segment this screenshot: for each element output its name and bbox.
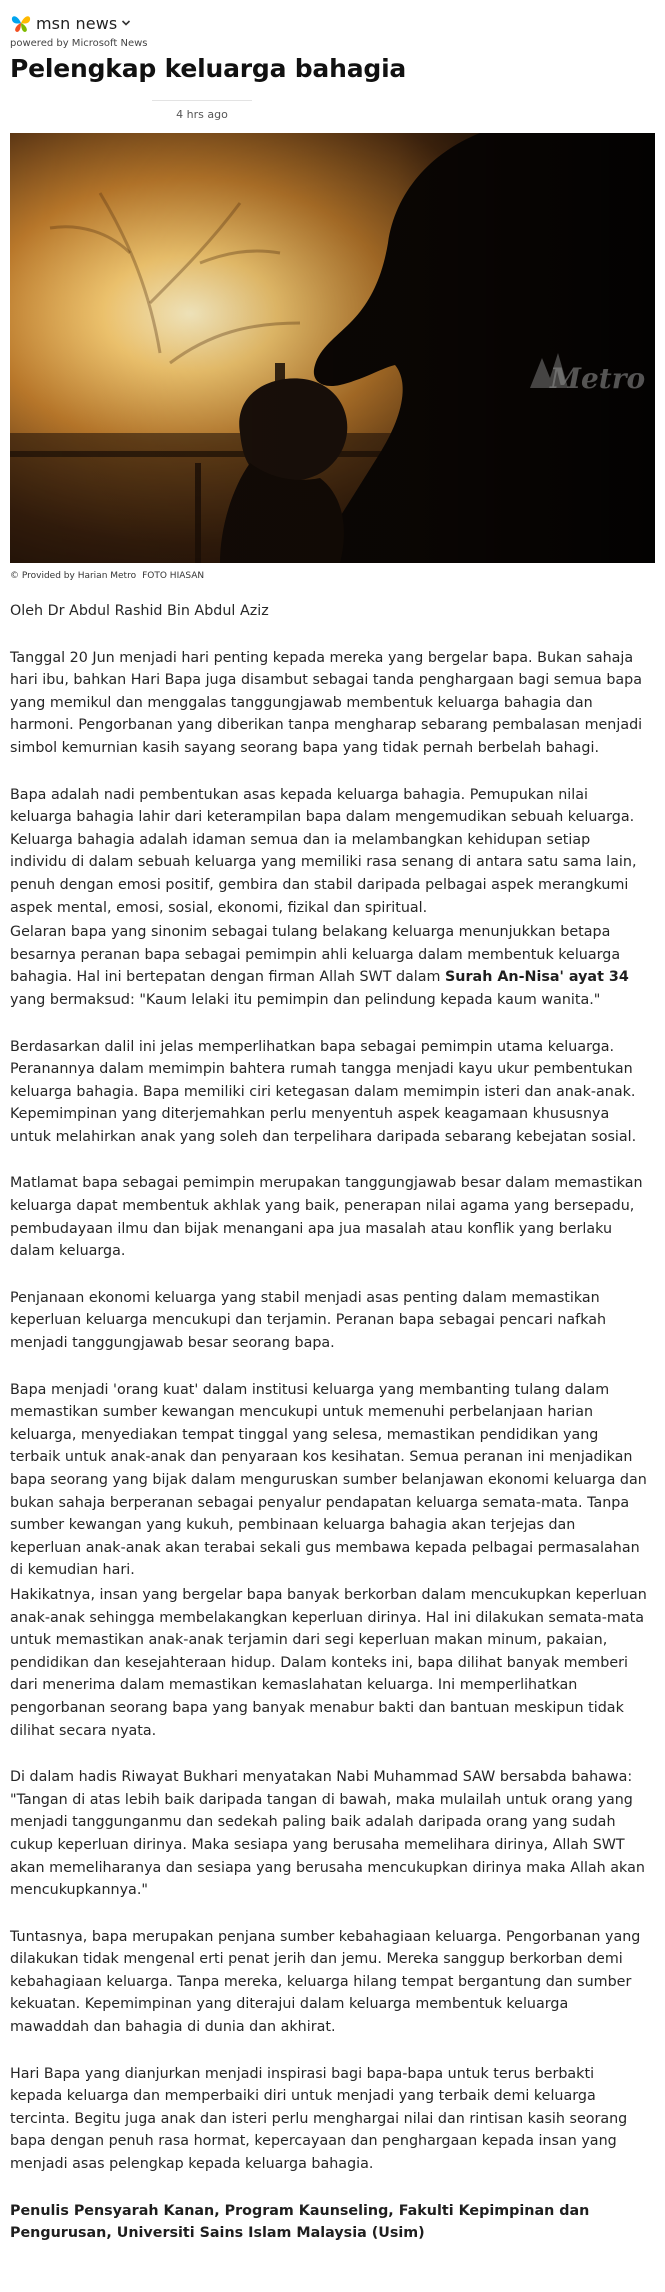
published-time: 4 hrs ago bbox=[176, 108, 228, 121]
article-title: Pelengkap keluarga bahagia bbox=[10, 54, 407, 83]
article-paragraph: Penjanaan ekonomi keluarga yang stabil menjadi asas penting dalam memastikan keperluan keluarga mencukupi dan terjamin. Peranan bapa sebagai pencari nafkah menjadi tanggungjawab besar seorang bapa. bbox=[10, 1289, 607, 1352]
article-paragraph: Bapa menjadi 'orang kuat' dalam institusi keluarga yang membanting tulang dalam memastikan sumber kewangan mencukupi untuk memenuhi perbelanjaan harian keluarga, menyediakan tempat tinggal yang selesa, memastikan pendidikan yang terbaik untuk anak-anak dan penyaraan kos kesihatan. Semua peranan ini menjadikan bapa seorang yang bijak dalam menguruskan sumber belanjawan ekonomi keluarga dan bukan sahaja berperanan sebagai penyalur pendapatan keluarga semata-mata. Tanpa sumber kewangan yang kukuh, pembinaan keluarga bahagia akan terjejas dan keperluan anak-anak akan terabai sekali gus membawa kepada pelbagai permasalahan di kemudian hari. bbox=[10, 1381, 647, 1579]
svg-text:Metro: Metro bbox=[550, 362, 646, 395]
image-caption bbox=[10, 571, 204, 581]
article-paragraph: Tanggal 20 Jun menjadi hari penting kepada mereka yang bergelar bapa. Bukan sahaja hari ibu, bahkan Hari Bapa juga disambut sebagai tanda penghargaan bagi semua bapa yang memikul dan menggalas tanggungjawab membentuk keluarga bahagia dan harmoni. Pengorbanan yang diberikan tanpa mengharap sebarang pembalasan menjadi simbol kemurnian kasih sayang seorang bapa yang tidak pernah berbelah bahagi. bbox=[10, 649, 643, 756]
photo-credit: FOTO HIASAN bbox=[142, 571, 205, 581]
msn-butterfly-icon bbox=[10, 12, 32, 34]
powered-by-label: powered by Microsoft News bbox=[10, 38, 148, 49]
author-affiliation: Penulis Pensyarah Kanan, Program Kaunseling, Fakulti Kepimpinan dan Pengurusan, Universiti Sains Islam Malaysia (Usim) bbox=[10, 2202, 590, 2242]
article-paragraph: Bapa adalah nadi pembentukan asas kepada keluarga bahagia. Pemupukan nilai keluarga bahagia lahir dari keterampilan bapa dalam mengemudikan sebuah keluarga. Keluarga bahagia adalah idaman semua dan ia melambangkan kehidupan setiap individu di dalam sebuah keluarga yang memiliki rasa senang di antara satu sama lain, penuh dengan emosi positif, gembira dan stabil daripada pelbagai aspek merangkumi aspek mental, emosi, sosial, ekonomi, fizikal dan spiritual. bbox=[10, 786, 637, 916]
brand-name: msn news bbox=[36, 13, 118, 33]
article-paragraph: Hari Bapa yang dianjurkan menjadi inspirasi bagi bapa-bapa untuk terus berbakti kepada keluarga dan memperbaiki diri untuk menjadi yang terbaik demi keluarga tercinta. Begitu juga anak dan isteri perlu menghargai nilai dan rintisan kasih seorang bapa dengan penuh rasa hormat, kepercayaan dan penghargaan kepada insan yang menjadi asas pelengkap kepada keluarga bahagia. bbox=[10, 2065, 628, 2173]
paragraph-text: Gelaran bapa yang sinonim sebagai tulang belakang keluarga menunjukkan betapa besarnya peranan bapa sebagai pemimpin ahli keluarga dalam membentuk keluarga bahagia. Hal ini bertepatan dengan firman Allah SWT dalam bbox=[10, 924, 621, 986]
article-author: Oleh Dr Abdul Rashid Bin Abdul Aziz bbox=[10, 603, 269, 619]
divider bbox=[152, 100, 252, 101]
msn-brand[interactable] bbox=[10, 12, 131, 34]
article-paragraph: Hakikatnya, insan yang bergelar bapa banyak berkorban dalam mencukupkan keperluan anak-anak sehingga membelakangkan keperluan dirinya. Hal ini dilakukan semata-mata untuk memastikan anak-anak terjamin dari segi keperluan makan minum, pakaian, pendidikan dan kesejahteraan hidup. Dalam konteks ini, bapa dilihat banyak memberi dari menerima dalam memastikan kemaslahatan keluarga. Ini memperlihatkan pengorbanan seorang bapa yang banyak menabur bakti dan bantuan meskipun tidak dilihat secara nyata. bbox=[10, 1586, 647, 1739]
article-paragraph: Tuntasnya, bapa merupakan penjana sumber kebahagiaan keluarga. Pengorbanan yang dilakukan tidak mengenal erti penat jerih dan jemu. Mereka sanggup berkorban demi kebahagiaan keluarga. Tanpa mereka, keluarga hilang tempat bergantung dan sumber kekuatan. Kepemimpinan yang diterajui dalam keluarga membentuk keluarga mawaddah dan bahagia di dunia dan akhirat. bbox=[10, 1928, 641, 2036]
hero-image-illustration bbox=[10, 133, 655, 563]
quran-reference: Surah An-Nisa' ayat 34 bbox=[445, 969, 629, 986]
article-paragraph: Di dalam hadis Riwayat Bukhari menyatakan Nabi Muhammad SAW bersabda bahawa: "Tangan di atas lebih baik daripada tangan di bawah, maka mulailah untuk orang yang menjadi tanggunganmu dan sedekah paling baik adalah daripada orang yang sudah cukup keperluan dirinya. Maka sesiapa yang berusaha memelihara dirinya, Allah SWT akan memeliharanya dan sesiapa yang berusaha mencukupkan dirinya maka Allah akan mencukupkannya." bbox=[10, 1769, 645, 1899]
article-body bbox=[10, 600, 650, 2269]
provided-by-credit[interactable]: © Provided by Harian Metro bbox=[10, 571, 137, 581]
article-paragraph bbox=[10, 921, 650, 1011]
article-paragraph: Berdasarkan dalil ini jelas memperlihatkan bapa sebagai pemimpin utama keluarga. Peranannya dalam memimpin bahtera rumah tangga menjadi kayu ukur pembentukan keluarga bahagia. Bapa memiliki ciri ketegasan dalam memimpin isteri dan anak-anak. Kepemimpinan yang diterjemahkan perlu menyentuh aspek keagamaan khususnya untuk melahirkan anak yang soleh dan terpelihara daripada sebarang kebejatan sosial. bbox=[10, 1038, 637, 1145]
article-hero-image[interactable] bbox=[10, 133, 655, 563]
chevron-down-icon[interactable] bbox=[121, 18, 131, 28]
paragraph-text: yang bermaksud: "Kaum lelaki itu pemimpin dan pelindung kepada kaum wanita." bbox=[10, 991, 601, 1008]
article-paragraph: Matlamat bapa sebagai pemimpin merupakan tanggungjawab besar dalam memastikan keluarga dapat membentuk akhlak yang baik, penerapan nilai agama yang bersepadu, pembudayaan ilmu dan bijak menangani apa jua masalah atau konflik yang berlaku dalam keluarga. bbox=[10, 1175, 643, 1260]
